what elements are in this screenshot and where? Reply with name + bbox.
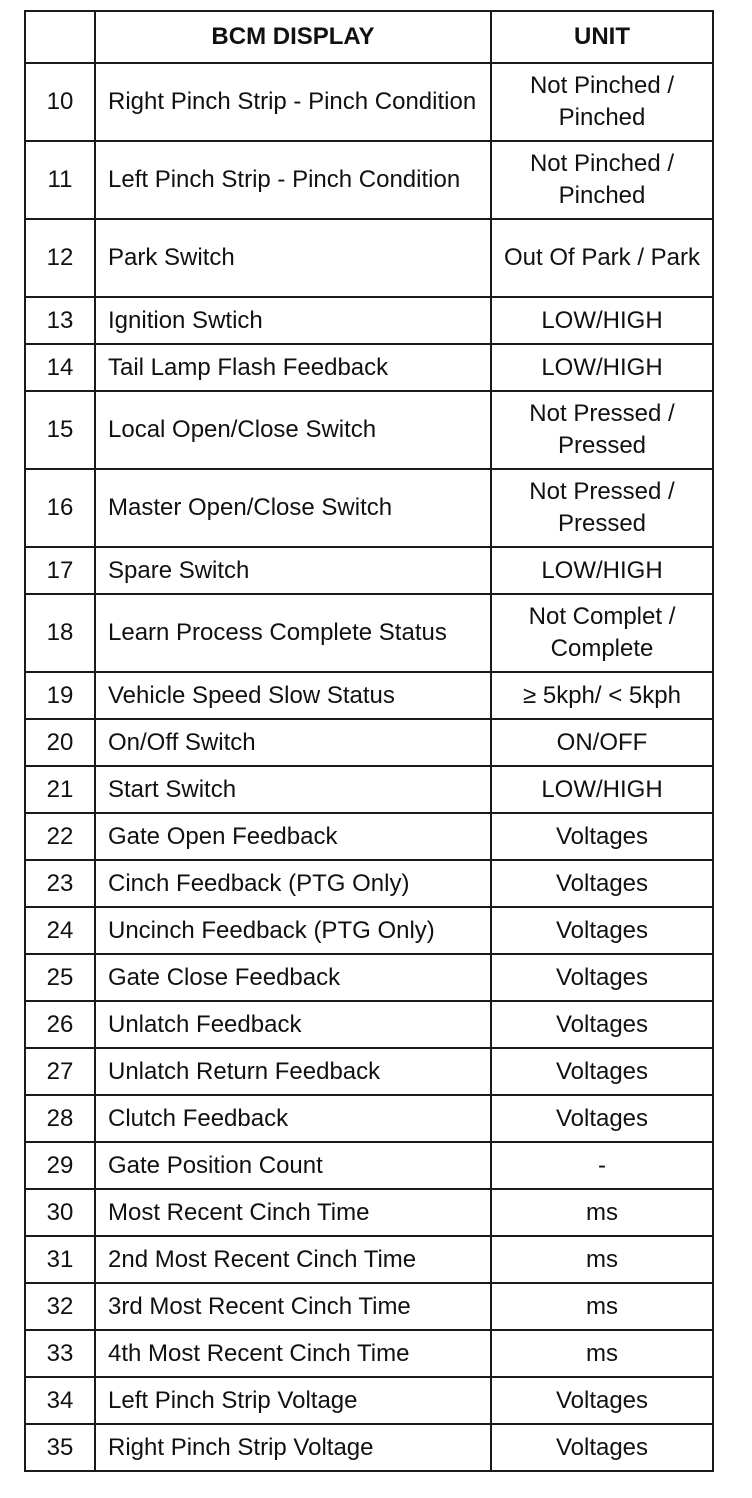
bcm-display-cell: Right Pinch Strip - Pinch Condition (95, 63, 491, 141)
header-bcm-display: BCM DISPLAY (95, 11, 491, 63)
unit-cell: Voltages (491, 907, 713, 954)
bcm-display-cell: Gate Position Count (95, 1142, 491, 1189)
header-unit: UNIT (491, 11, 713, 63)
row-number: 16 (25, 469, 95, 547)
bcm-display-cell: Gate Close Feedback (95, 954, 491, 1001)
unit-cell: LOW/HIGH (491, 766, 713, 813)
unit-cell: ms (491, 1283, 713, 1330)
table-body (25, 63, 713, 1471)
bcm-display-cell: Gate Open Feedback (95, 813, 491, 860)
row-number: 24 (25, 907, 95, 954)
bcm-display-table (24, 10, 714, 1472)
table-row (25, 907, 713, 954)
row-number: 13 (25, 297, 95, 344)
unit-cell: ON/OFF (491, 719, 713, 766)
row-number: 19 (25, 672, 95, 719)
unit-cell: Not Complet / Complete (491, 594, 713, 672)
unit-cell: Voltages (491, 1048, 713, 1095)
table-row (25, 1283, 713, 1330)
row-number: 23 (25, 860, 95, 907)
unit-cell: ms (491, 1330, 713, 1377)
table-row (25, 1424, 713, 1471)
unit-cell: LOW/HIGH (491, 297, 713, 344)
table-row (25, 719, 713, 766)
unit-cell: Voltages (491, 954, 713, 1001)
table-row (25, 1095, 713, 1142)
bcm-display-cell: Park Switch (95, 219, 491, 297)
bcm-display-cell: On/Off Switch (95, 719, 491, 766)
unit-cell: - (491, 1142, 713, 1189)
row-number: 35 (25, 1424, 95, 1471)
unit-cell: ≥ 5kph/ < 5kph (491, 672, 713, 719)
table-row (25, 1377, 713, 1424)
unit-cell: LOW/HIGH (491, 344, 713, 391)
row-number: 33 (25, 1330, 95, 1377)
row-number: 18 (25, 594, 95, 672)
bcm-display-cell: Unlatch Return Feedback (95, 1048, 491, 1095)
table-row (25, 63, 713, 141)
row-number: 32 (25, 1283, 95, 1330)
table-row (25, 766, 713, 813)
bcm-display-cell: Uncinch Feedback (PTG Only) (95, 907, 491, 954)
bcm-display-cell: Spare Switch (95, 547, 491, 594)
bcm-display-cell: Tail Lamp Flash Feedback (95, 344, 491, 391)
unit-cell: Not Pinched / Pinched (491, 141, 713, 219)
bcm-display-cell: Master Open/Close Switch (95, 469, 491, 547)
row-number: 34 (25, 1377, 95, 1424)
bcm-display-cell: 4th Most Recent Cinch Time (95, 1330, 491, 1377)
header-number (25, 11, 95, 63)
unit-cell: Not Pinched / Pinched (491, 63, 713, 141)
unit-cell: Voltages (491, 1424, 713, 1471)
bcm-display-cell: Right Pinch Strip Voltage (95, 1424, 491, 1471)
unit-cell: Not Pressed / Pressed (491, 469, 713, 547)
table-row (25, 469, 713, 547)
bcm-display-cell: Clutch Feedback (95, 1095, 491, 1142)
bcm-display-cell: 3rd Most Recent Cinch Time (95, 1283, 491, 1330)
row-number: 31 (25, 1236, 95, 1283)
unit-cell: LOW/HIGH (491, 547, 713, 594)
table-row (25, 1001, 713, 1048)
bcm-display-cell: 2nd Most Recent Cinch Time (95, 1236, 491, 1283)
row-number: 27 (25, 1048, 95, 1095)
table-row (25, 547, 713, 594)
table-row (25, 1189, 713, 1236)
row-number: 11 (25, 141, 95, 219)
bcm-display-cell: Left Pinch Strip Voltage (95, 1377, 491, 1424)
table-row (25, 1236, 713, 1283)
row-number: 22 (25, 813, 95, 860)
row-number: 15 (25, 391, 95, 469)
table-row (25, 1048, 713, 1095)
bcm-display-cell: Vehicle Speed Slow Status (95, 672, 491, 719)
row-number: 21 (25, 766, 95, 813)
table-row (25, 391, 713, 469)
row-number: 20 (25, 719, 95, 766)
bcm-display-cell: Most Recent Cinch Time (95, 1189, 491, 1236)
table-row (25, 344, 713, 391)
bcm-display-cell: Ignition Swtich (95, 297, 491, 344)
row-number: 29 (25, 1142, 95, 1189)
table-row (25, 141, 713, 219)
table-row (25, 594, 713, 672)
table-row (25, 954, 713, 1001)
row-number: 25 (25, 954, 95, 1001)
table-row (25, 219, 713, 297)
unit-cell: ms (491, 1236, 713, 1283)
bcm-display-cell: Left Pinch Strip - Pinch Condition (95, 141, 491, 219)
unit-cell: Voltages (491, 813, 713, 860)
table-row (25, 1142, 713, 1189)
table-row (25, 1330, 713, 1377)
unit-cell: Out Of Park / Park (491, 219, 713, 297)
unit-cell: Voltages (491, 1377, 713, 1424)
table-row (25, 813, 713, 860)
row-number: 26 (25, 1001, 95, 1048)
table-header (25, 11, 713, 63)
unit-cell: Not Pressed / Pressed (491, 391, 713, 469)
table-row (25, 297, 713, 344)
table-row (25, 672, 713, 719)
row-number: 12 (25, 219, 95, 297)
unit-cell: Voltages (491, 1001, 713, 1048)
row-number: 30 (25, 1189, 95, 1236)
row-number: 17 (25, 547, 95, 594)
bcm-display-cell: Learn Process Complete Status (95, 594, 491, 672)
unit-cell: Voltages (491, 1095, 713, 1142)
row-number: 10 (25, 63, 95, 141)
unit-cell: ms (491, 1189, 713, 1236)
table-row (25, 860, 713, 907)
bcm-display-cell: Cinch Feedback (PTG Only) (95, 860, 491, 907)
row-number: 28 (25, 1095, 95, 1142)
bcm-display-cell: Start Switch (95, 766, 491, 813)
row-number: 14 (25, 344, 95, 391)
header-row (25, 11, 713, 63)
unit-cell: Voltages (491, 860, 713, 907)
bcm-display-cell: Unlatch Feedback (95, 1001, 491, 1048)
bcm-display-cell: Local Open/Close Switch (95, 391, 491, 469)
